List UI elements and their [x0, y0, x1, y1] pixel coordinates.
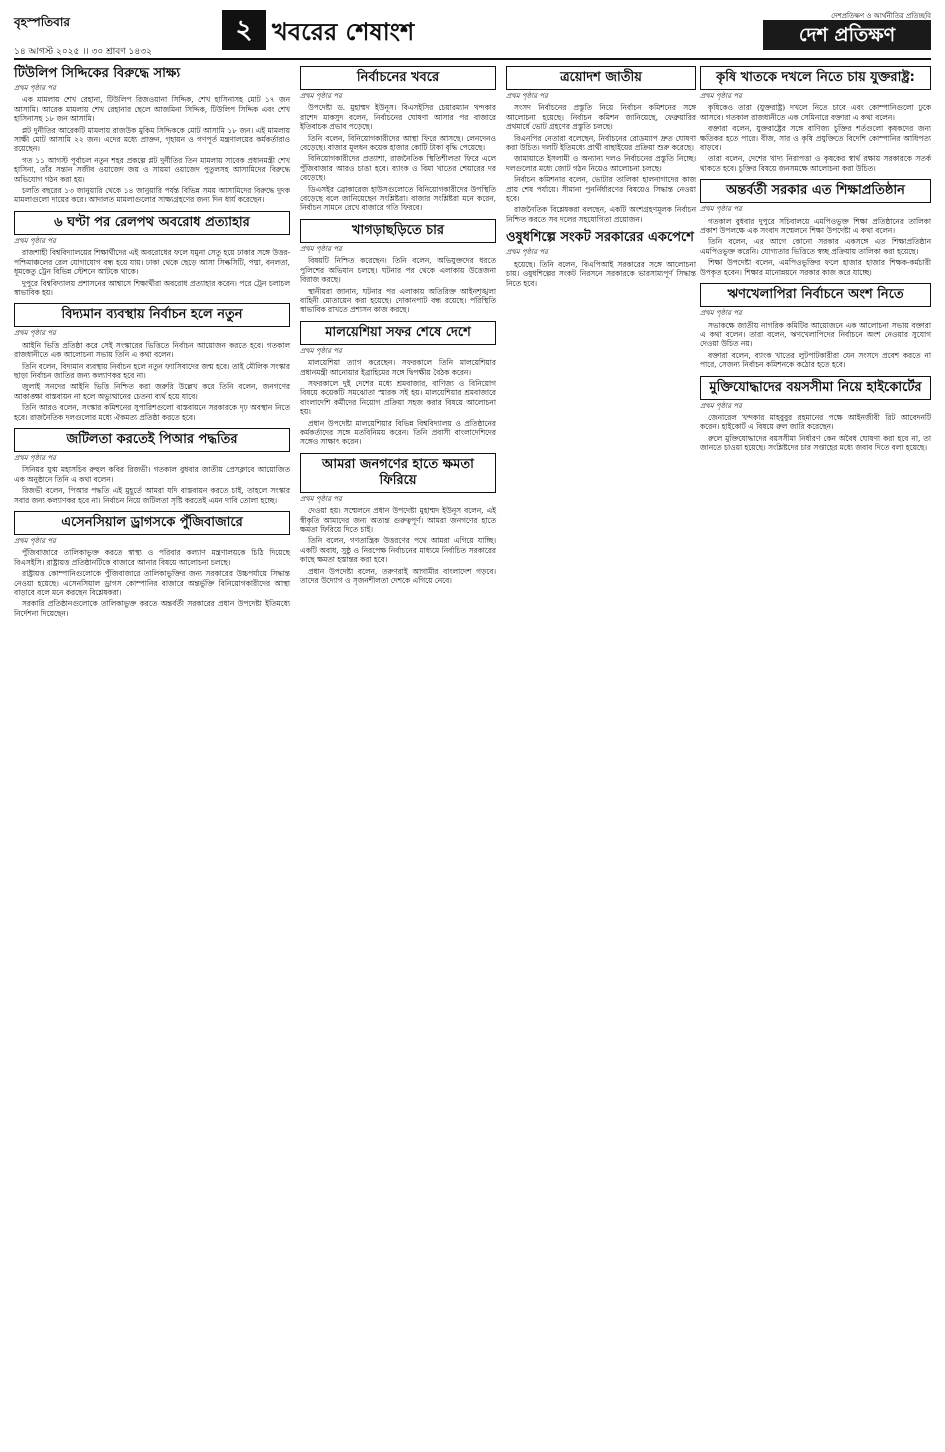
story-paragraph: তিনি আরও বলেন, সংস্কার কমিশনের সুপারিশগুলো বাস্তবায়নে সরকারকে দৃঢ় অবস্থান নিতে হবে। রাজনৈতিক দলগুলোর মধ্যে ঐকমত্য প্রতিষ্ঠা করতে হবে। — [14, 403, 290, 422]
story-body-interim — [700, 217, 931, 277]
story-body-system — [14, 341, 290, 422]
story-paragraph: আইনি ভিত্তি প্রতিষ্ঠা করে সেই সংস্কারের ভিত্তিতে নির্বাচন আয়োজন করতে হবে। গতকাল রাজধানীতে এক আলোচনা সভায় তিনি এ কথা বলেন। — [14, 340, 290, 360]
story-paragraph: নির্বাচন কমিশনার বলেন, ভোটার তালিকা হালনাগাদের কাজ প্রায় শেষ পর্যায়ে। সীমানা পুনর্নির্ধারণের বিষয়েও সিদ্ধান্ত নেওয়া হবে। — [506, 175, 696, 204]
story-paragraph: দুপুরে বিশ্ববিদ্যালয় প্রশাসনের আশ্বাসে শিক্ষার্থীরা অবরোধ প্রত্যাহার করেন। পরে ট্রেন চলাচল স্বাভাবিক হয়। — [14, 278, 290, 297]
byline-power: প্রথম পৃষ্ঠার পর — [300, 494, 342, 503]
page-label: পৃষ্ঠা — [223, 16, 233, 31]
story-paragraph: রিজভী বলেন, পিআর পদ্ধতি এই মুহূর্তে আমরা যদি বাস্তবায়ন করতে চাই, তাহলে সংস্কার সবার জন্য কল্যাণকর হবে না। নির্বাচন নিয়ে জটিলতা সৃষ্টি করতেই এমন দাবি তোলা হচ্ছে। — [14, 486, 290, 505]
story-paragraph: রাষ্ট্রায়ত্ত কোম্পানিগুলোকে পুঁজিবাজারে তালিকাভুক্তির জন্য সরকারের উচ্চপর্যায়ে সিদ্ধান্ত নেওয়া হয়েছে। এসেনসিয়াল ড্রাগস কোম্পানির বাজারে অন্তর্ভুক্তি বিনিয়োগকারীদের আস্থা বাড়াবে বলে মনে করছেন বিশ্লেষকরা। — [14, 569, 290, 598]
story-body-defaulter — [700, 321, 931, 370]
story-body-truth — [506, 103, 696, 224]
column-2 — [300, 66, 496, 591]
story-body-election — [300, 103, 496, 212]
byline-defaulter: প্রথম পৃষ্ঠার পর — [700, 309, 742, 318]
byline-freedom: প্রথম পৃষ্ঠার পর — [700, 401, 742, 410]
story-paragraph: গত ১১ আগস্ট পূর্বাচল নতুন শহর প্রকল্পে প্লট দুর্নীতির তিন মামলায় সাবেক প্রধানমন্ত্রী শেখ হাসিনা, তাঁর সন্তান সজীব ওয়াজেদ জয় ও সায়মা ওয়াজেদ পুতুলসহ আসামিদের বিরুদ্ধে অভিযোগ গঠন করা হয়। — [14, 155, 290, 184]
story-malaysia — [300, 321, 496, 447]
story-body-pharma — [506, 260, 696, 288]
story-system — [14, 303, 290, 422]
story-paragraph: সংসদ নির্বাচনের প্রস্তুতি নিয়ে নির্বাচন কমিশনের সঙ্গে আলোচনা হয়েছে। নির্বাচন কমিশন জানিয়েছে, ফেব্রুয়ারির প্রথমার্ধে ভোট গ্রহণের প্রস্তুতি চলছে। — [506, 103, 696, 132]
story-paragraph: পুঁজিবাজারে তালিকাভুক্ত করতে স্বাস্থ্য ও পরিবার কল্যাণ মন্ত্রণালয়কে চিঠি দিয়েছে বিএসইসি। রাষ্ট্রায়ত্ত প্রতিষ্ঠানটিকে বাজারে আনার বিষয়ে আলোচনা চলছে। — [14, 548, 290, 567]
story-paragraph: তারা বলেন, দেশের খাদ্য নিরাপত্তা ও কৃষকের স্বার্থ রক্ষায় সরকারকে সতর্ক থাকতে হবে। চুক্তির বিষয়ে জনসমক্ষে আলোচনা করা উচিত। — [700, 154, 931, 173]
byline-usa: প্রথম পৃষ্ঠার পর — [700, 92, 742, 100]
story-paragraph: তিনি বলেন, এর আগে কোনো সরকার একসঙ্গে এত শিক্ষাপ্রতিষ্ঠান এমপিওভুক্ত করেনি। যোগ্যতার ভিত্তিতে স্বচ্ছ প্রক্রিয়ায় তালিকা করা হয়েছে। — [700, 237, 931, 256]
story-body-drug — [14, 548, 290, 618]
story-paragraph: শিক্ষা উপদেষ্টা বলেন, এমপিওভুক্তির ফলে হাজার হাজার শিক্ষক-কর্মচারী উপকৃত হবেন। শিক্ষার মানোন্নয়নে সরকার কাজ করে যাচ্ছে। — [700, 258, 931, 277]
byline-interim: প্রথম পৃষ্ঠার পর — [700, 205, 742, 214]
newspaper-logo: দেশ প্রতিক্ষণ — [763, 20, 931, 50]
byline-tulip: প্রথম পৃষ্ঠার পর — [14, 84, 56, 92]
headline-election: নির্বাচনের খবরে — [300, 66, 496, 90]
issue-date — [14, 14, 152, 59]
story-pharma — [506, 230, 696, 288]
story-drug — [14, 511, 290, 618]
headline-ru: ৬ ঘণ্টা পর রেলপথ অবরোধ প্রত্যাহার — [14, 211, 290, 235]
story-paragraph: মালয়েশিয়া ত্যাগ করেছেন। সফরকালে তিনি মালয়েশিয়ার প্রধানমন্ত্রী আনোয়ার ইব্রাহিমের সঙ্গে দ্বিপক্ষীয় বৈঠক করেন। — [300, 358, 496, 377]
story-paragraph: বক্তারা বলেন, যুক্তরাষ্ট্রের সঙ্গে বাণিজ্য চুক্তির শর্তগুলো কৃষকদের জন্য ক্ষতিকর হতে পারে। বীজ, সার ও কৃষি প্রযুক্তিতে বিদেশি কোম্পানির আধিপত্য বাড়বে। — [700, 124, 931, 153]
story-paragraph: রাজনৈতিক বিশ্লেষকরা বলছেন, একটি অংশগ্রহণমূলক নির্বাচন নিশ্চিত করতে সব দলের সহযোগিতা প্রয়োজন। — [506, 205, 696, 224]
page-number — [222, 10, 266, 50]
story-ru — [14, 211, 290, 297]
story-election — [300, 66, 496, 213]
story-paragraph: দেওয়া হয়। সম্মেলনে প্রধান উপদেষ্টা মুহাম্মদ ইউনূস বলেন, এই স্বীকৃতি আমাদের জন্য অত্যন্ত গুরুত্বপূর্ণ। আমরা জনগণের হাতে ক্ষমতা ফিরিয়ে দিতে চাই। — [300, 506, 496, 534]
issue-date-text: ১৪ আগস্ট ২০২৫ ।। ৩০ শ্রাবণ ১৪৩২ — [14, 47, 152, 57]
story-body-ru — [14, 248, 290, 297]
byline-system: প্রথম পৃষ্ঠার পর — [14, 329, 56, 338]
story-paragraph: সভাকক্ষে জাতীয় নাগরিক কমিটির আয়োজনে এক আলোচনা সভায় বক্তারা এ কথা বলেন। তারা বলেন, ঋণখেলাপিদের নির্বাচনে অংশ নেওয়ার সুযোগ দেওয়া উচিত নয়। — [700, 320, 931, 349]
byline-pharma: প্রথম পৃষ্ঠার পর — [506, 248, 548, 257]
story-paragraph: জেনারেল খন্দকার মাহবুবুর রহমানের পক্ষে আইনজীবী রিট আবেদনটি করেন। হাইকোর্ট এ বিষয়ে রুল জারি করেছেন। — [700, 412, 931, 432]
column-3 — [506, 66, 696, 294]
story-paragraph: বক্তারা বলেন, ব্যাংক খাতের লুটপাটকারীরা যেন সংসদে প্রবেশ করতে না পারে, সেজন্য নির্বাচন কমিশনকে কঠোর হতে হবে। — [700, 350, 931, 370]
story-paragraph: জামায়াতে ইসলামী ও অন্যান্য দলও নির্বাচনের প্রস্তুতি নিচ্ছে। দলগুলোর মধ্যে জোট গঠন নিয়েও আলোচনা চলছে। — [506, 154, 696, 173]
headline-power: আমরা জনগণের হাতে ক্ষমতা ফিরিয়ে — [300, 453, 496, 493]
story-interim — [700, 179, 931, 277]
byline-truth: প্রথম পৃষ্ঠার পর — [506, 92, 548, 100]
story-defaulter — [700, 283, 931, 369]
masthead-rule — [14, 58, 931, 60]
story-paragraph: প্রধান উপদেষ্টা বলেন, তরুণরাই আগামীর বাংলাদেশ গড়বে। তাদের উদ্যোগ ও সৃজনশীলতা দেশকে এগিয়ে নেবে। — [300, 566, 496, 586]
story-body-tulip — [14, 95, 290, 204]
story-paragraph: বিএনপির নেতারা বলেছেন, নির্বাচনের রোডম্যাপ দ্রুত ঘোষণা করা উচিত। দলটি ইতিমধ্যে প্রার্থী বাছাইয়ের প্রক্রিয়া শুরু করেছে। — [506, 133, 696, 153]
story-paragraph: সফরকালে দুই দেশের মধ্যে শ্রমবাজার, বাণিজ্য ও বিনিয়োগ বিষয়ে কয়েকটি সমঝোতা স্মারক সই হয়। মালয়েশিয়ার শ্রমবাজারে বাংলাদেশি কর্মীদের নিয়োগ প্রক্রিয়া সহজ করার বিষয়ে আলোচনা হয়। — [300, 378, 496, 417]
story-paragraph: সিনিয়র যুগ্ম মহাসচিব রুহুল কবির রিজভী। গতকাল বুধবার জাতীয় প্রেসক্লাবে আয়োজিত এক অনুষ্ঠানে তিনি এ কথা বলেন। — [14, 465, 290, 484]
story-paragraph: বিনিয়োগকারীদের প্রত্যাশা, রাজনৈতিক স্থিতিশীলতা ফিরে এলে পুঁজিবাজার আরও চাঙা হবে। ব্যাংক ও বিমা খাতের শেয়ারের দর বেড়েছে। — [300, 154, 496, 183]
headline-usa: কৃষি খাতকে দখলে নিতে চায় যুক্তরাষ্ট্র: — [700, 66, 931, 90]
story-paragraph: স্থানীয়রা জানান, ঘটনার পর এলাকায় অতিরিক্ত আইনশৃঙ্খলা বাহিনী মোতায়েন করা হয়েছে। দোকানপাট বন্ধ রয়েছে। পরিস্থিতি স্বাভাবিক রাখতে প্রশাসন কাজ করছে। — [300, 286, 496, 315]
story-paragraph: গতকাল বুধবার দুপুরে সচিবালয়ে এমপিওভুক্ত শিক্ষা প্রতিষ্ঠানের তালিকা প্রকাশ উপলক্ষে এক সংবাদ সম্মেলনে শিক্ষা উপদেষ্টা এ কথা বলেন। — [700, 216, 931, 236]
byline-khagra: প্রথম পৃষ্ঠার পর — [300, 244, 342, 253]
story-paragraph: রাজশাহী বিশ্ববিদ্যালয়ের শিক্ষার্থীদের এই অবরোধের ফলে যমুনা সেতু হয়ে ঢাকার সঙ্গে উত্তর-পশ্চিমাঞ্চলের রেল যোগাযোগ বন্ধ হয়ে যায়। ঢাকা থেকে ছেড়ে আসা সিল্কসিটি, পদ্মা, বনলতা, ধূমকেতু ট্রেন বিভিন্ন স্টেশনে আটকে থাকে। — [14, 248, 290, 277]
headline-truth: ত্রয়োদশ জাতীয় — [506, 66, 696, 90]
byline-election: প্রথম পৃষ্ঠার পর — [300, 92, 342, 100]
story-paragraph: উপদেষ্টা ড. মুহাম্মদ ইউনূস। বিএসইসির চেয়ারম্যান খন্দকার রাশেদ মাকসুদ বলেন, নির্বাচনের ঘোষণা আসার পর বাজারে ইতিবাচক প্রভাব পড়েছে। — [300, 103, 496, 132]
story-body-pitha — [14, 465, 290, 505]
story-truth — [506, 66, 696, 224]
page-number-text: ২ — [235, 15, 253, 45]
headline-freedom: মুক্তিযোদ্ধাদের বয়সসীমা নিয়ে হাইকোর্টের — [700, 376, 931, 400]
story-paragraph: চলতি বছরের ১৩ জানুয়ারি থেকে ১৪ জানুয়ারি পর্যন্ত বিভিন্ন সময় আসামিদের বিরুদ্ধে দুদক মামলাগুলো দায়ের করে। আদালত মামলাগুলোর সাক্ষ্যগ্রহণের জন্য দিন ধার্য করেছেন। — [14, 186, 290, 205]
story-body-power — [300, 506, 496, 585]
headline-interim: অন্তর্বর্তী সরকার এত শিক্ষাপ্রতিষ্ঠান — [700, 179, 931, 203]
story-body-freedom — [700, 413, 931, 453]
story-khagra — [300, 219, 496, 315]
byline-ru: প্রথম পৃষ্ঠার পর — [14, 236, 56, 245]
byline-malaysia: প্রথম পৃষ্ঠার পর — [300, 346, 342, 355]
column-4 — [700, 66, 931, 459]
logo-tagline: দেশপ্রতিক্ষণ ও আর্থনীতির প্রতিচ্ছবি — [831, 12, 931, 20]
story-paragraph: এক মামলায় শেখ রেহানা, টিউলিপ রিজওয়ানা সিদ্দিক, শেখ হাসিনাসহ মোট ১৭ জন আসামি। আরেক মামলায় শেখ রেহানার ছেলে আজমিনা সিদ্দিক, টিউলিপ সিদ্দিক এবং শেখ হাসিনাসহ ১৮ জন আসামি। — [14, 95, 290, 124]
headline-pharma: ওষুধশিল্পে সংকট সরকারের একপেশে — [506, 230, 694, 246]
story-paragraph: হয়েছে। তিনি বলেন, বিএপিআই সরকারের সঙ্গে আলোচনা চায়। ওষুধশিল্পের সংকট নিরসনে সরকারকে ভারসাম্যপূর্ণ সিদ্ধান্ত নিতে হবে। — [506, 259, 696, 288]
headline-khagra: খাগড়াছড়িতে চার — [300, 219, 496, 243]
story-tulip — [14, 66, 290, 205]
story-body-khagra — [300, 256, 496, 314]
byline-drug: প্রথম পৃষ্ঠার পর — [14, 537, 56, 545]
story-paragraph: জুলাই সনদের আইনি ভিত্তি নিশ্চিত করা জরুরি উল্লেখ করে তিনি বলেন, জনগণের আকাঙ্ক্ষা বাস্তবায়ন না হলে অভ্যুত্থানের চেতনা ব্যর্থ হয়ে যাবে। — [14, 382, 290, 401]
story-paragraph: কৃষিকেও তারা (যুক্তরাষ্ট্র) দখলে নিতে চাবে এবং কোম্পানিগুলো ঢুকে আসবে। গতকাল রাজধানীতে এক সেমিনারে বক্তারা এ কথা বলেন। — [700, 103, 931, 122]
story-paragraph: বিষয়টি নিশ্চিত করেছেন। তিনি বলেন, অভিযুক্তদের ধরতে পুলিশের অভিযান চলছে। ঘটনার পর থেকে এলাকায় উত্তেজনা বিরাজ করছে। — [300, 256, 496, 285]
story-usa — [700, 66, 931, 173]
headline-defaulter: ঋণখেলাপিরা নির্বাচনে অংশ নিতে — [700, 283, 931, 307]
column-1 — [14, 66, 290, 624]
headline-pitha: জটিলতা করতেই পিআর পদ্ধতির — [14, 428, 290, 452]
headline-system: বিদ্যমান ব্যবস্থায় নির্বাচন হলে নতুন — [14, 303, 290, 327]
story-body-usa — [700, 103, 931, 173]
story-paragraph: প্লট দুর্নীতির আরেকটি মামলায় রাজউক মুকিম সিদ্দিককে মোট আসামি ১৮ জন। এই মামলায় সাক্ষী মোট আসামি ২২ জন। এদের মধ্যে প্রাক্তন, গৃহায়ন ও গণপূর্ত মন্ত্রণালয়ের কর্মকর্তারাও রয়েছেন। — [14, 125, 290, 154]
story-power — [300, 453, 496, 586]
story-paragraph: তিনি বলেন, বিদ্যমান ব্যবস্থায় নির্বাচন হলে নতুন ফ্যাসিবাদের জন্ম হবে। তাই মৌলিক সংস্কার ছাড়া নির্বাচন জাতির জন্য কল্যাণকর হবে না। — [14, 361, 290, 380]
story-paragraph: রুলে মুক্তিযোদ্ধাদের বয়সসীমা নির্ধারণ কেন অবৈধ ঘোষণা করা হবে না, তা জানতে চাওয়া হয়েছে। সংশ্লিষ্টদের চার সপ্তাহের মধ্যে জবাব দিতে বলা হয়েছে। — [700, 433, 931, 453]
story-paragraph: তিনি বলেন, বিনিয়োগকারীদের আস্থা ফিরে আসছে। লেনদেনও বেড়েছে। বাজার মূলধন কয়েক হাজার কোটি টাকা বৃদ্ধি পেয়েছে। — [300, 133, 496, 153]
story-freedom — [700, 376, 931, 453]
section-title: খবরের শেষাংশ — [272, 17, 415, 46]
story-body-malaysia — [300, 358, 496, 447]
headline-drug: এসেনসিয়াল ড্রাগসকে পুঁজিবাজারে — [14, 511, 290, 535]
story-paragraph: তিনি বলেন, গণতান্ত্রিক উত্তরণের পথে আমরা এগিয়ে যাচ্ছি। একটি অবাধ, সুষ্ঠু ও নিরপেক্ষ নির্বাচনের মাধ্যমে নির্বাচিত সরকারের কাছে ক্ষমতা হস্তান্তর করা হবে। — [300, 536, 496, 565]
story-paragraph: সরকারি প্রতিষ্ঠানগুলোকে তালিকাভুক্ত করতে অন্তর্বর্তী সরকারের প্রধান উপদেষ্টা ইতিমধ্যে নির্দেশনা দিয়েছেন। — [14, 599, 290, 618]
story-paragraph: প্রধান উপদেষ্টা মালয়েশিয়ার বিভিন্ন বিশ্ববিদ্যালয় ও প্রতিষ্ঠানের কর্মকর্তাদের সঙ্গে মতবিনিময় করেন। তিনি প্রবাসী বাংলাদেশিদের সঙ্গেও সাক্ষাৎ করেন। — [300, 418, 496, 447]
story-paragraph: ডিএসইর ব্রোকারেজ হাউসগুলোতে বিনিয়োগকারীদের উপস্থিতি বেড়েছে বলে জানিয়েছেন সংশ্লিষ্টরা। বাজার সংশ্লিষ্টরা মনে করেন, নির্বাচন সামনে রেখে বাজারে গতি ফিরবে। — [300, 184, 496, 213]
headline-malaysia: মালয়েশিয়া সফর শেষে দেশে — [300, 321, 496, 345]
byline-pitha: প্রথম পৃষ্ঠার পর — [14, 453, 56, 462]
headline-tulip: টিউলিপ সিদ্দিকের বিরুদ্ধে সাক্ষ্য — [14, 66, 181, 81]
masthead — [14, 10, 931, 58]
story-pitha — [14, 428, 290, 505]
issue-day: বৃহস্পতিবার — [14, 15, 70, 29]
